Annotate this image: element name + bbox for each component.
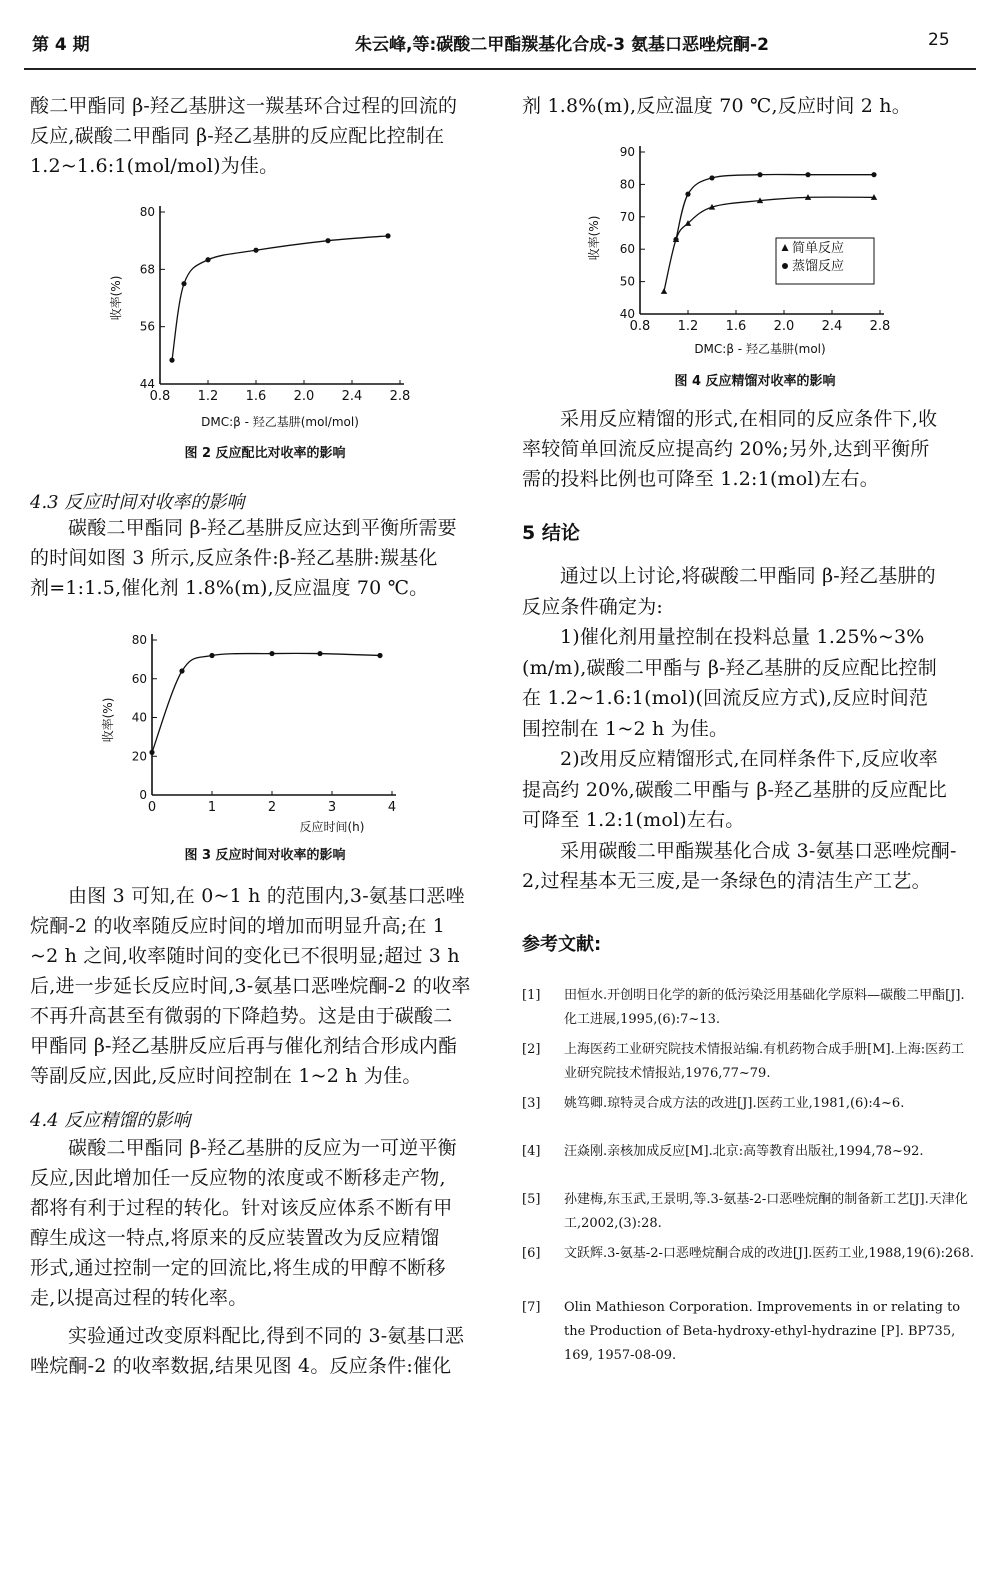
data-point bbox=[377, 653, 382, 658]
x-tick-label: 4 bbox=[387, 800, 397, 815]
header-rule bbox=[24, 68, 976, 70]
text-line: 通过以上讨论,将碳酸二甲酯同 β-羟乙基肼的 bbox=[560, 565, 936, 587]
text-line: 醇生成这一特点,将原来的反应装置改为反应精馏 bbox=[30, 1227, 440, 1249]
y-axis-label: 收率(%) bbox=[109, 275, 123, 321]
references-title: 参考文献: bbox=[522, 934, 602, 955]
x-tick-label: 1.6 bbox=[725, 319, 747, 334]
x-tick-label: 0 bbox=[147, 800, 157, 815]
y-tick-label: 40 bbox=[619, 307, 635, 321]
text-line: 1)催化剂用量控制在投料总量 1.25%~3% bbox=[560, 626, 925, 648]
text-line: 甲酯同 β-羟乙基肼反应后再与催化剂结合形成内酯 bbox=[30, 1035, 458, 1057]
text-line: 由图 3 可知,在 0~1 h 的范围内,3-氨基口恶唑 bbox=[68, 885, 465, 907]
figure-4-caption: 图 4 反应精馏对收率的影响 bbox=[674, 374, 836, 389]
figure-3-caption: 图 3 反应时间对收率的影响 bbox=[184, 848, 346, 863]
reference-text: 汪焱刚.亲核加成反应[M].北京:高等教育出版社,1994,78~92. bbox=[564, 1144, 924, 1159]
data-point bbox=[325, 238, 330, 243]
text-line: 采用碳酸二甲酯羰基化合成 3-氨基口恶唑烷酮- bbox=[560, 839, 957, 862]
y-axis-label: 收率(%) bbox=[587, 215, 601, 261]
x-tick-label: 2.8 bbox=[389, 389, 411, 404]
data-point bbox=[253, 248, 258, 253]
x-tick-label: 1.6 bbox=[245, 389, 267, 404]
text-line: 碳酸二甲酯同 β-羟乙基肼的反应为一可逆平衡 bbox=[68, 1137, 457, 1159]
legend-label: 蒸馏反应 bbox=[792, 259, 845, 274]
figure-2-chart bbox=[100, 200, 430, 440]
y-tick-label: 60 bbox=[131, 671, 147, 686]
reference-number: [6] bbox=[522, 1246, 541, 1261]
data-point bbox=[709, 175, 714, 180]
text-line: 提高约 20%,碳酸二甲酯与 β-羟乙基肼的反应配比 bbox=[522, 778, 947, 801]
x-tick-label: 1 bbox=[207, 800, 217, 815]
right-top-line: 剂 1.8%(m),反应温度 70 ℃,反应时间 2 h。 bbox=[522, 95, 911, 117]
text-line: 1.2~1.6:1(mol/mol)为佳。 bbox=[30, 155, 279, 177]
data-point bbox=[269, 651, 274, 656]
data-point bbox=[685, 192, 690, 197]
series-line bbox=[152, 653, 380, 752]
data-point bbox=[179, 668, 184, 673]
text-line: 反应,碳酸二甲酯同 β-羟乙基肼的反应配比控制在 bbox=[30, 125, 445, 147]
y-tick-label: 56 bbox=[139, 319, 155, 334]
reference-text: 姚笃卿.琼特灵合成方法的改进[J].医药工业,1981,(6):4~6. bbox=[564, 1096, 905, 1111]
x-tick-label: 1.2 bbox=[677, 319, 699, 334]
text-line: 率较简单回流反应提高约 20%;另外,达到平衡所 bbox=[522, 438, 930, 460]
y-axis-label: 收率(%) bbox=[101, 697, 115, 743]
x-tick-label: 2.0 bbox=[293, 389, 315, 404]
data-point bbox=[805, 172, 810, 177]
y-tick-label: 80 bbox=[139, 205, 155, 219]
data-point bbox=[673, 237, 678, 242]
y-tick-label: 70 bbox=[619, 209, 635, 224]
section-4-4-title: 4.4 反应精馏的影响 bbox=[30, 1110, 191, 1131]
text-line: 都将有利于过程的转化。针对该反应体系不断有甲 bbox=[30, 1197, 453, 1219]
x-tick-label: 2.4 bbox=[821, 319, 843, 334]
x-axis-label: DMC:β - 羟乙基肼(mol) bbox=[694, 342, 826, 356]
x-tick-label: 0.8 bbox=[149, 389, 171, 404]
data-point bbox=[385, 233, 390, 238]
text-line: 围控制在 1~2 h 为佳。 bbox=[522, 717, 729, 740]
x-axis-label: DMC:β - 羟乙基肼(mol/mol) bbox=[201, 415, 359, 429]
data-point bbox=[317, 651, 322, 656]
legend-marker-circle bbox=[782, 263, 788, 269]
figure-3-chart bbox=[90, 632, 440, 842]
section-4-3-title: 4.3 反应时间对收率的影响 bbox=[30, 492, 245, 513]
reference-number: [4] bbox=[522, 1144, 541, 1159]
data-point bbox=[871, 172, 876, 177]
reference-number: [3] bbox=[522, 1096, 541, 1111]
x-tick-label: 0.8 bbox=[629, 319, 651, 334]
y-tick-label: 44 bbox=[139, 377, 155, 391]
y-tick-label: 60 bbox=[619, 242, 635, 257]
y-tick-label: 40 bbox=[131, 710, 147, 725]
text-line: 烷酮-2 的收率随反应时间的增加而明显升高;在 1 bbox=[30, 915, 446, 937]
running-title: 朱云峰,等:碳酸二甲酯羰基化合成-3 氨基口恶唑烷酮-2 bbox=[355, 35, 769, 55]
reference-number: [1] bbox=[522, 988, 541, 1003]
x-tick-label: 2.8 bbox=[869, 319, 891, 334]
reference-text: 田恒水.开创明日化学的新的低污染泛用基础化学原料—碳酸二甲酯[J].化工进展,1995,(6):7~13. bbox=[564, 988, 965, 1027]
text-line: ~2 h 之间,收率随时间的变化已不很明显;超过 3 h bbox=[30, 945, 460, 967]
text-line: 可降至 1.2:1(mol)左右。 bbox=[522, 809, 745, 831]
text-line: 后,进一步延长反应时间,3-氨基口恶唑烷酮-2 的收率 bbox=[30, 975, 471, 997]
x-tick-label: 3 bbox=[327, 800, 337, 815]
data-point-triangle bbox=[661, 288, 667, 294]
y-tick-label: 90 bbox=[619, 145, 635, 159]
text-line: 采用反应精馏的形式,在相同的反应条件下,收 bbox=[560, 408, 938, 430]
data-point bbox=[181, 281, 186, 286]
text-line: 形式,通过控制一定的回流比,将生成的甲醇不断移 bbox=[30, 1257, 446, 1279]
text-line: 走,以提高过程的转化率。 bbox=[30, 1287, 248, 1309]
text-line: 反应,因此增加任一反应物的浓度或不断移走产物, bbox=[30, 1167, 446, 1189]
text-line: 在 1.2~1.6:1(mol)(回流反应方式),反应时间范 bbox=[522, 687, 929, 709]
legend-label: 简单反应 bbox=[792, 241, 845, 256]
x-tick-label: 2 bbox=[267, 800, 277, 815]
reference-number: [5] bbox=[522, 1192, 541, 1207]
y-tick-label: 80 bbox=[619, 177, 635, 192]
text-line: 2)改用反应精馏形式,在同样条件下,反应收率 bbox=[560, 748, 938, 770]
issue-label: 第 4 期 bbox=[32, 35, 90, 55]
data-point bbox=[149, 750, 154, 755]
data-point bbox=[757, 172, 762, 177]
reference-text: Olin Mathieson Corporation. Improvements in or relating to the Production of Beta-hydroxy-ethyl-hydrazine [P]. BP735, 169, 1957-08-09. bbox=[564, 1300, 961, 1363]
text-line: 唑烷酮-2 的收率数据,结果见图 4。反应条件:催化 bbox=[30, 1355, 452, 1377]
x-axis-label: 反应时间(h) bbox=[299, 820, 365, 834]
series-line bbox=[172, 236, 388, 360]
reference-text: 文跃辉.3-氨基-2-口恶唑烷酮合成的改进[J].医药工业,1988,19(6):268. bbox=[564, 1246, 974, 1261]
y-tick-label: 50 bbox=[619, 274, 635, 289]
text-line: 需的投料比例也可降至 1.2:1(mol)左右。 bbox=[522, 468, 879, 490]
data-point bbox=[169, 358, 174, 363]
section-5-title: 5 结论 bbox=[522, 522, 580, 544]
data-point bbox=[205, 257, 210, 262]
reference-text: 上海医药工业研究院技术情报站编.有机药物合成手册[M].上海:医药工业研究院技术情报站,1976,77~79. bbox=[564, 1042, 965, 1081]
x-tick-label: 2.4 bbox=[341, 389, 363, 404]
text-line: 酸二甲酯同 β-羟乙基肼这一羰基环合过程的回流的 bbox=[30, 95, 458, 117]
y-tick-label: 0 bbox=[139, 788, 147, 802]
y-tick-label: 80 bbox=[131, 633, 147, 647]
text-line: (m/m),碳酸二甲酯与 β-羟乙基肼的反应配比控制 bbox=[522, 656, 937, 679]
text-line: 2,过程基本无三废,是一条绿色的清洁生产工艺。 bbox=[522, 870, 931, 892]
text-line: 剂=1:1.5,催化剂 1.8%(m),反应温度 70 ℃。 bbox=[30, 577, 429, 599]
data-point bbox=[209, 653, 214, 658]
text-line: 反应条件确定为: bbox=[522, 595, 664, 618]
text-line: 等副反应,因此,反应时间控制在 1~2 h 为佳。 bbox=[30, 1065, 422, 1087]
series-line bbox=[676, 174, 874, 239]
y-tick-label: 20 bbox=[131, 749, 147, 764]
text-line: 实验通过改变原料配比,得到不同的 3-氨基口恶 bbox=[68, 1325, 465, 1347]
x-tick-label: 2.0 bbox=[773, 319, 795, 334]
figure-2-caption: 图 2 反应配比对收率的影响 bbox=[184, 446, 346, 461]
figure-4-chart bbox=[580, 138, 930, 363]
reference-number: [2] bbox=[522, 1042, 541, 1057]
text-line: 的时间如图 3 所示,反应条件:β-羟乙基肼:羰基化 bbox=[30, 547, 438, 569]
text-line: 不再升高甚至有微弱的下降趋势。这是由于碳酸二 bbox=[30, 1005, 453, 1027]
reference-text: 孙建梅,东玉武,王景明,等.3-氨基-2-口恶唑烷酮的制备新工艺[J].天津化工,2002,(3):28. bbox=[564, 1192, 968, 1231]
reference-number: [7] bbox=[522, 1300, 541, 1315]
y-tick-label: 68 bbox=[139, 262, 155, 277]
text-line: 碳酸二甲酯同 β-羟乙基肼反应达到平衡所需要 bbox=[68, 517, 457, 539]
page-number: 25 bbox=[928, 30, 950, 50]
x-tick-label: 1.2 bbox=[197, 389, 219, 404]
